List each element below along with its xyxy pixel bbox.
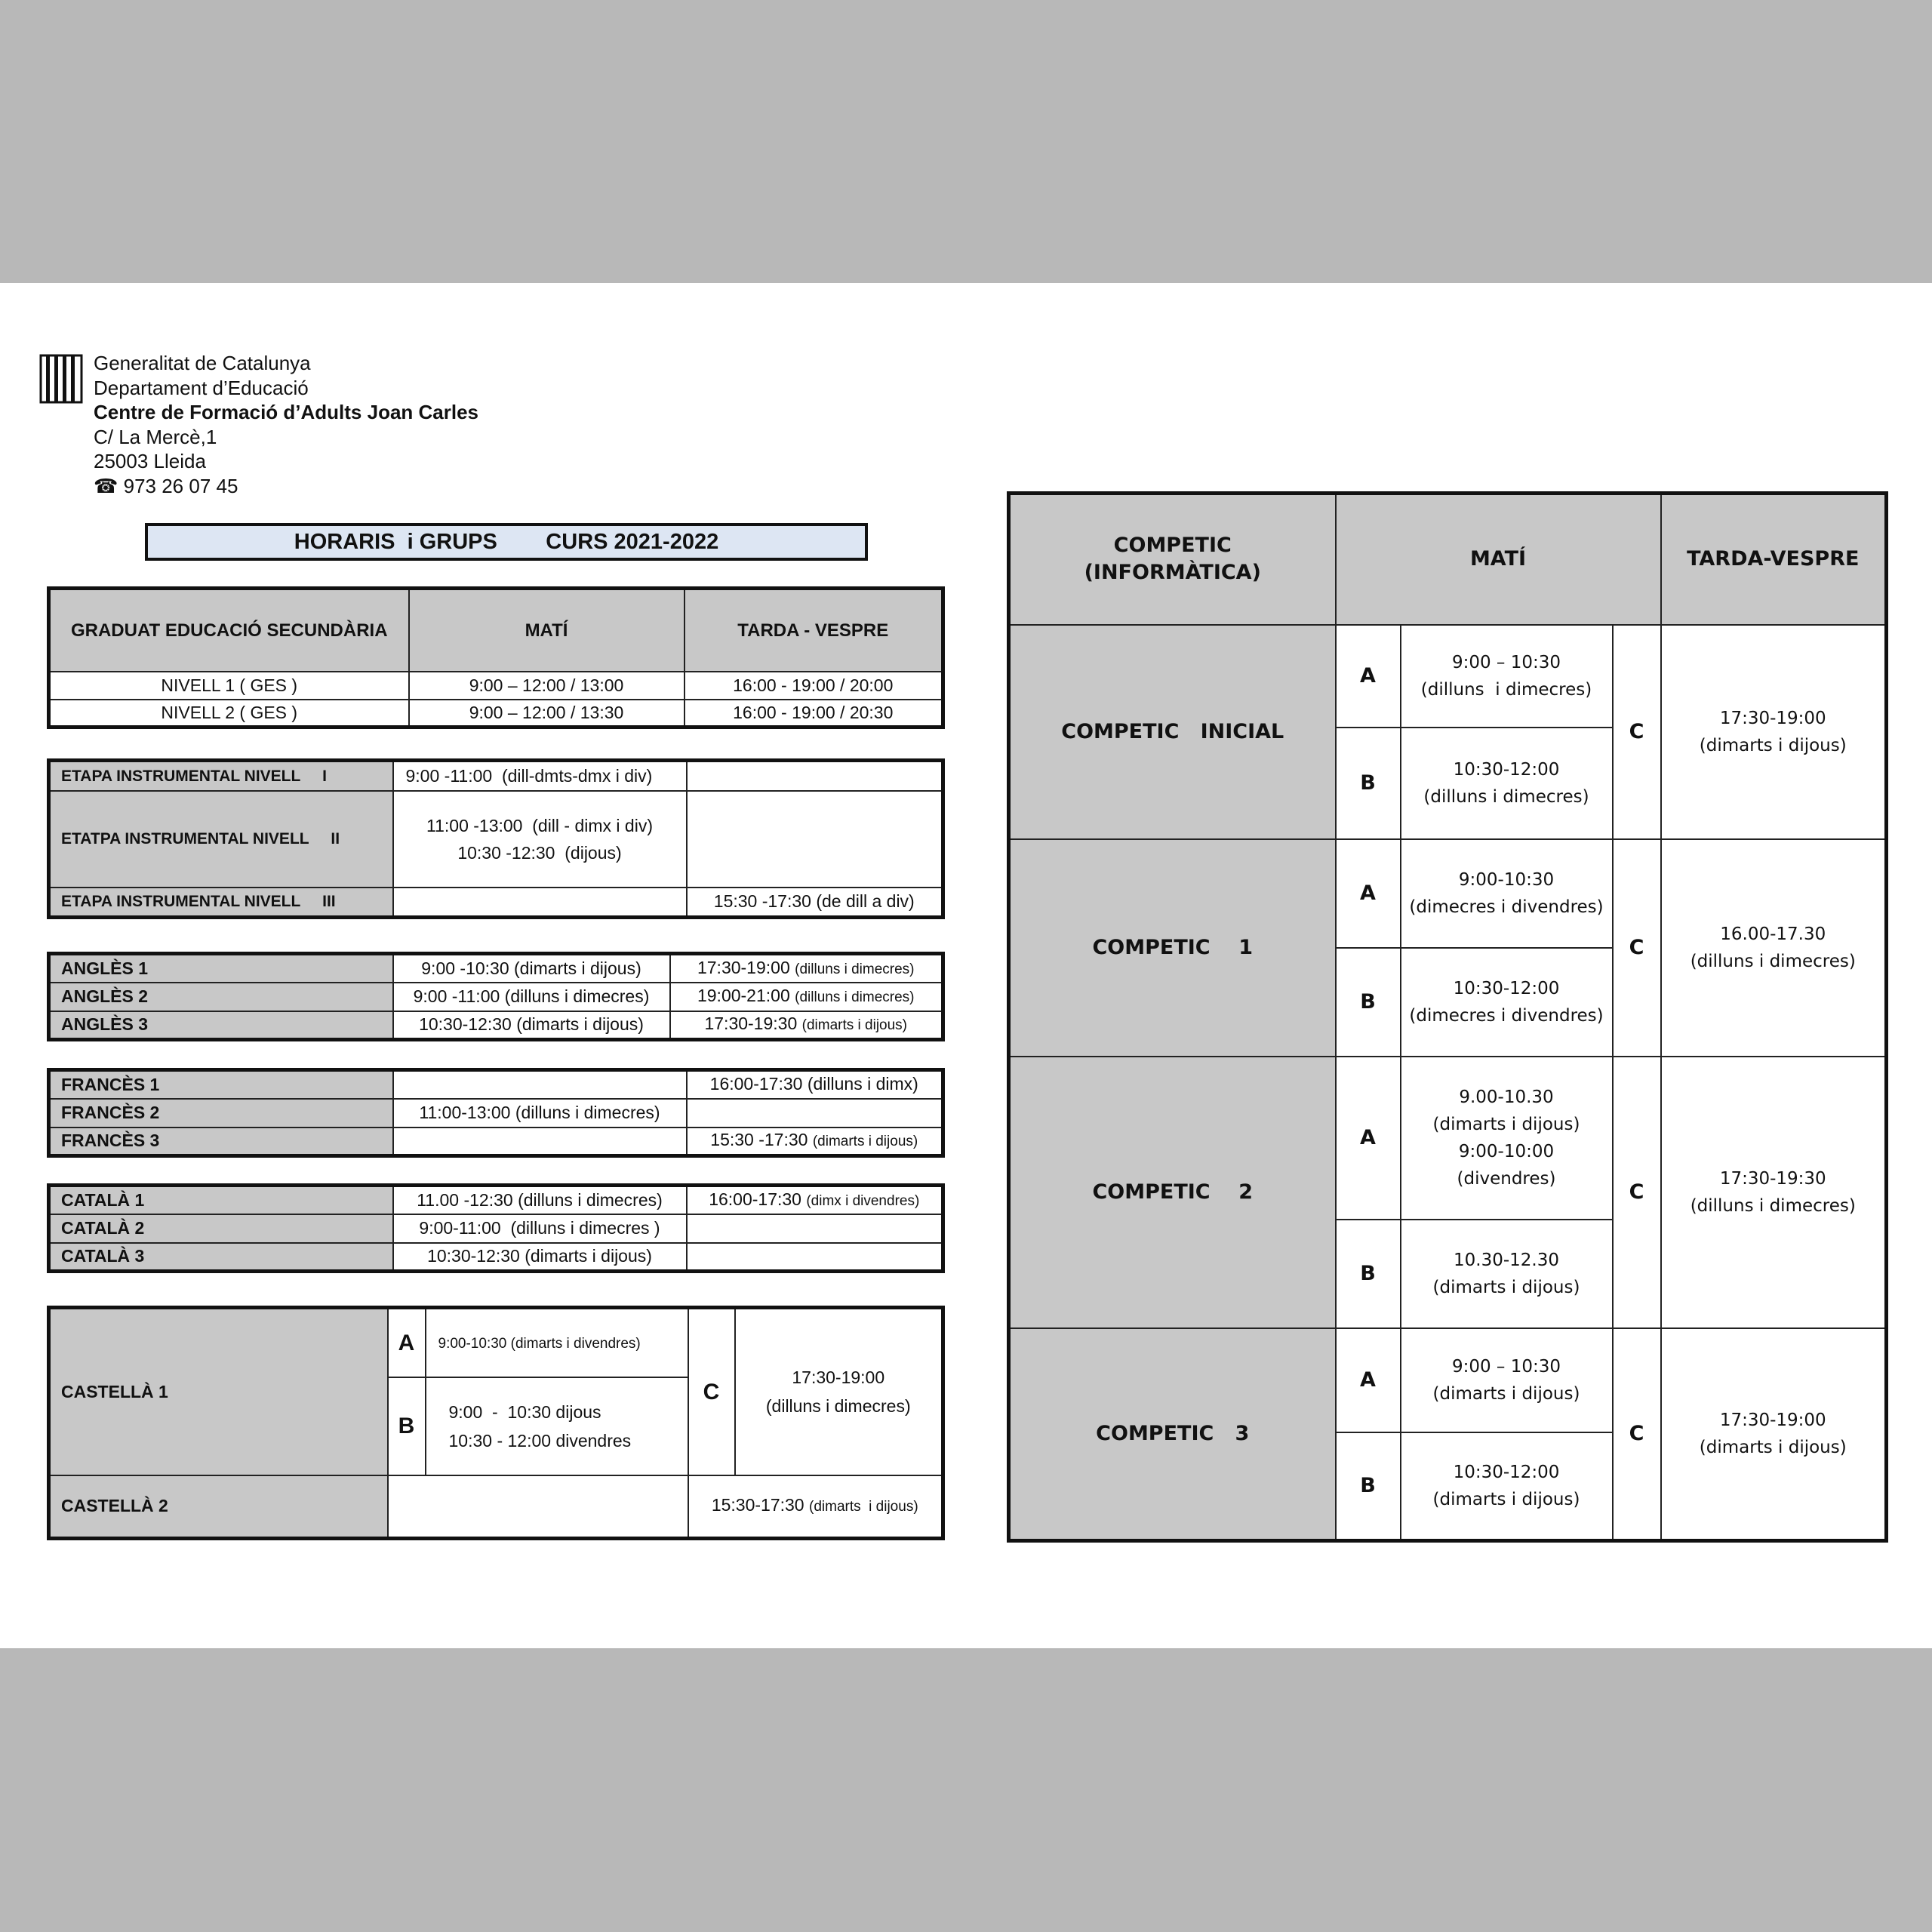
header-center: Centre de Formació d’Adults Joan Carles bbox=[94, 401, 479, 423]
course-mati: 9:00-11:00 (dilluns i dimecres ) bbox=[393, 1214, 687, 1243]
course-mati bbox=[393, 1070, 687, 1099]
castella2-mati bbox=[388, 1475, 688, 1539]
group-b: B bbox=[388, 1377, 426, 1475]
time-line: 17:30-19:00 bbox=[1719, 1410, 1826, 1430]
etapa-label: ETAPA INSTRUMENTAL NIVELL I bbox=[49, 761, 393, 791]
course-mati: 9:00 -11:00 (dilluns i dimecres) bbox=[393, 983, 670, 1011]
competic-head-mati: MATÍ bbox=[1336, 494, 1661, 625]
etapa-mati: 9:00 -11:00 (dill-dmts-dmx i div) bbox=[393, 761, 687, 791]
competic-a-time bbox=[1401, 1057, 1613, 1220]
course-mati: 10:30-12:30 (dimarts i dijous) bbox=[393, 1243, 687, 1272]
time-line: 9.00-10.30 bbox=[1459, 1087, 1554, 1107]
ges-head-mati: MATÍ bbox=[409, 589, 685, 672]
angles-table bbox=[47, 952, 945, 1041]
time-line: 10:30-12:00 bbox=[1453, 759, 1560, 780]
tarda-days: (dilluns i dimecres) bbox=[795, 989, 915, 1005]
course-tarda bbox=[670, 954, 943, 983]
course-label: CASTELLÀ 1 bbox=[49, 1308, 388, 1475]
course-tarda bbox=[687, 1128, 943, 1156]
course-label: ANGLÈS 3 bbox=[49, 1011, 393, 1040]
etapa-tarda bbox=[687, 761, 943, 791]
course-label: CATALÀ 1 bbox=[49, 1186, 393, 1214]
document-page bbox=[0, 283, 1932, 1648]
tarda-time: 15:30 -17:30 bbox=[710, 1130, 808, 1150]
course-tarda bbox=[687, 1186, 943, 1214]
days-line: (divendres) bbox=[1457, 1168, 1556, 1189]
course-label: FRANCÈS 3 bbox=[49, 1128, 393, 1156]
competic-level-label: COMPETIC 3 bbox=[1009, 1328, 1336, 1541]
course-label: FRANCÈS 1 bbox=[49, 1070, 393, 1099]
course-tarda bbox=[687, 1099, 943, 1128]
ges-head-label: GRADUAT EDUCACIÓ SECUNDÀRIA bbox=[49, 589, 409, 672]
tarda-time: 17:30-19:30 bbox=[704, 1014, 798, 1034]
group-b: B bbox=[1336, 948, 1401, 1057]
days-line: (dimarts i dijous) bbox=[1432, 1114, 1580, 1134]
castella-a-time bbox=[426, 1308, 688, 1377]
tarda-time: 16:00-17:30 bbox=[709, 1189, 801, 1209]
course-label: ANGLÈS 2 bbox=[49, 983, 393, 1011]
competic-c-time bbox=[1661, 1328, 1887, 1541]
header-phone: ☎ 973 26 07 45 bbox=[94, 474, 238, 497]
competic-b-time bbox=[1401, 728, 1613, 839]
ges-row-tarda: 16:00 - 19:00 / 20:30 bbox=[685, 700, 943, 728]
tarda-time: 17:30-19:00 bbox=[697, 957, 790, 977]
competic-table bbox=[1007, 491, 1888, 1543]
days-line: (dilluns i dimecres) bbox=[1690, 1195, 1856, 1216]
course-label: FRANCÈS 2 bbox=[49, 1099, 393, 1128]
competic-head-line: COMPETIC bbox=[1113, 534, 1232, 558]
course-mati: 11:00-13:00 (dilluns i dimecres) bbox=[393, 1099, 687, 1128]
castella-table bbox=[47, 1306, 945, 1540]
course-tarda bbox=[670, 1011, 943, 1040]
frances-table bbox=[47, 1068, 945, 1158]
etapa-mati bbox=[393, 791, 687, 888]
tarda-days: (dilluns i dimecres) bbox=[795, 961, 915, 977]
castella2-tarda bbox=[688, 1475, 943, 1539]
competic-a-time bbox=[1401, 1328, 1613, 1432]
course-mati: 9:00 -10:30 (dimarts i dijous) bbox=[393, 954, 670, 983]
course-label: CATALÀ 3 bbox=[49, 1243, 393, 1272]
days-line: (dimarts i dijous) bbox=[1432, 1277, 1580, 1297]
time-line: 10:30-12:00 bbox=[1453, 1462, 1560, 1482]
castella-b-line: 10:30 - 12:00 divendres bbox=[448, 1430, 632, 1451]
competic-c-time bbox=[1661, 625, 1887, 839]
etapa-mati-line: 11:00 -13:00 (dill - dimx i div) bbox=[426, 815, 653, 835]
competic-c-time bbox=[1661, 839, 1887, 1057]
days-line: (dimarts i dijous) bbox=[1699, 1437, 1847, 1457]
group-b: B bbox=[1336, 1432, 1401, 1541]
time-line: 17:30-19:30 bbox=[1719, 1168, 1826, 1189]
tarda-time: 16:00-17:30 (dilluns i dimx) bbox=[709, 1073, 918, 1094]
competic-level-label: COMPETIC INICIAL bbox=[1009, 625, 1336, 839]
header-gov: Generalitat de Catalunya bbox=[94, 352, 311, 374]
days-line: (dimecres i divendres) bbox=[1409, 1005, 1604, 1026]
header-city: 25003 Lleida bbox=[94, 450, 206, 472]
competic-b-time bbox=[1401, 1220, 1613, 1328]
ges-row-mati: 9:00 – 12:00 / 13:30 bbox=[409, 700, 685, 728]
etapa-tarda bbox=[687, 791, 943, 888]
generalitat-logo-icon bbox=[39, 354, 83, 404]
competic-b-time bbox=[1401, 1432, 1613, 1541]
days-line: (dilluns i dimecres) bbox=[1420, 679, 1592, 700]
course-label: ANGLÈS 1 bbox=[49, 954, 393, 983]
etapa-label: ETAPA INSTRUMENTAL NIVELL III bbox=[49, 888, 393, 918]
group-a: A bbox=[1336, 625, 1401, 728]
time-line: 9:00-10:30 bbox=[1458, 869, 1555, 890]
etapa-label: ETATPA INSTRUMENTAL NIVELL II bbox=[49, 791, 393, 888]
days-line: (dilluns i dimecres) bbox=[1690, 951, 1856, 971]
ges-row-mati: 9:00 – 12:00 / 13:00 bbox=[409, 672, 685, 700]
tarda-days: (dimarts i dijous) bbox=[801, 1017, 908, 1034]
time-line: 9:00 – 10:30 bbox=[1451, 1356, 1561, 1377]
course-mati: 10:30-12:30 (dimarts i dijous) bbox=[393, 1011, 670, 1040]
group-a: A bbox=[388, 1308, 426, 1377]
castella-b-time bbox=[426, 1377, 688, 1475]
etapa-mati bbox=[393, 888, 687, 918]
catala-table bbox=[47, 1183, 945, 1273]
competic-a-time bbox=[1401, 839, 1613, 948]
ges-table bbox=[47, 586, 945, 729]
time-line: 10.30-12.30 bbox=[1454, 1250, 1559, 1270]
time-line: 17:30-19:00 bbox=[1719, 708, 1826, 728]
header-street: C/ La Mercè,1 bbox=[94, 425, 217, 448]
group-c: C bbox=[688, 1308, 735, 1475]
course-tarda bbox=[687, 1070, 943, 1099]
ges-head-tarda: TARDA - VESPRE bbox=[685, 589, 943, 672]
tarda-days: (dimarts i dijous) bbox=[812, 1134, 918, 1150]
course-mati bbox=[393, 1128, 687, 1156]
ges-row-tarda: 16:00 - 19:00 / 20:00 bbox=[685, 672, 943, 700]
competic-level-label: COMPETIC 2 bbox=[1009, 1057, 1336, 1328]
days-line: (dimarts i dijous) bbox=[1432, 1383, 1580, 1404]
group-c: C bbox=[1613, 839, 1661, 1057]
course-tarda bbox=[670, 983, 943, 1011]
competic-head-line: (INFORMÀTICA) bbox=[1084, 561, 1261, 585]
castella-a-text: 9:00-10:30 (dimarts i divendres) bbox=[438, 1335, 641, 1352]
castella-c-line: (dilluns i dimecres) bbox=[765, 1396, 911, 1417]
time-line: 9:00-10:00 bbox=[1458, 1141, 1555, 1161]
group-a: A bbox=[1336, 1328, 1401, 1432]
competic-level-label: COMPETIC 1 bbox=[1009, 839, 1336, 1057]
etapa-mati-line: 10:30 -12:30 (dijous) bbox=[457, 842, 622, 863]
course-label: CATALÀ 2 bbox=[49, 1214, 393, 1243]
competic-c-time bbox=[1661, 1057, 1887, 1328]
group-c: C bbox=[1613, 625, 1661, 839]
group-b: B bbox=[1336, 1220, 1401, 1328]
time-line: 10:30-12:00 bbox=[1453, 978, 1560, 998]
group-c: C bbox=[1613, 1328, 1661, 1541]
course-tarda bbox=[687, 1214, 943, 1243]
competic-head-label bbox=[1009, 494, 1336, 625]
competic-head-tarda: TARDA-VESPRE bbox=[1661, 494, 1887, 625]
tarda-time: 15:30-17:30 bbox=[711, 1495, 804, 1515]
tarda-days: (dimarts i dijous) bbox=[809, 1499, 918, 1515]
days-line: (dilluns i dimecres) bbox=[1423, 786, 1589, 807]
etapa-table bbox=[47, 758, 945, 919]
course-mati: 11.00 -12:30 (dilluns i dimecres) bbox=[393, 1186, 687, 1214]
tarda-time: 19:00-21:00 bbox=[697, 986, 790, 1005]
group-c: C bbox=[1613, 1057, 1661, 1328]
page-title: HORARIS i GRUPS CURS 2021-2022 bbox=[145, 523, 868, 561]
header-dept: Departament d’Educació bbox=[94, 376, 309, 399]
castella-b-line: 9:00 - 10:30 dijous bbox=[448, 1401, 601, 1422]
castella-c-line: 17:30-19:00 bbox=[792, 1367, 885, 1388]
days-line: (dimarts i dijous) bbox=[1432, 1489, 1580, 1509]
time-line: 16.00-17.30 bbox=[1720, 924, 1826, 944]
castella-c-time bbox=[735, 1308, 943, 1475]
competic-a-time bbox=[1401, 625, 1613, 728]
competic-b-time bbox=[1401, 948, 1613, 1057]
group-a: A bbox=[1336, 839, 1401, 948]
days-line: (dimarts i dijous) bbox=[1699, 735, 1847, 755]
course-tarda bbox=[687, 1243, 943, 1272]
days-line: (dimecres i divendres) bbox=[1409, 897, 1604, 917]
group-b: B bbox=[1336, 728, 1401, 839]
ges-row-label: NIVELL 2 ( GES ) bbox=[49, 700, 409, 728]
tarda-days: (dimx i divendres) bbox=[806, 1192, 920, 1209]
course-label: CASTELLÀ 2 bbox=[49, 1475, 388, 1539]
time-line: 9:00 – 10:30 bbox=[1451, 652, 1561, 672]
ges-row-label: NIVELL 1 ( GES ) bbox=[49, 672, 409, 700]
group-a: A bbox=[1336, 1057, 1401, 1220]
etapa-tarda: 15:30 -17:30 (de dill a div) bbox=[687, 888, 943, 918]
